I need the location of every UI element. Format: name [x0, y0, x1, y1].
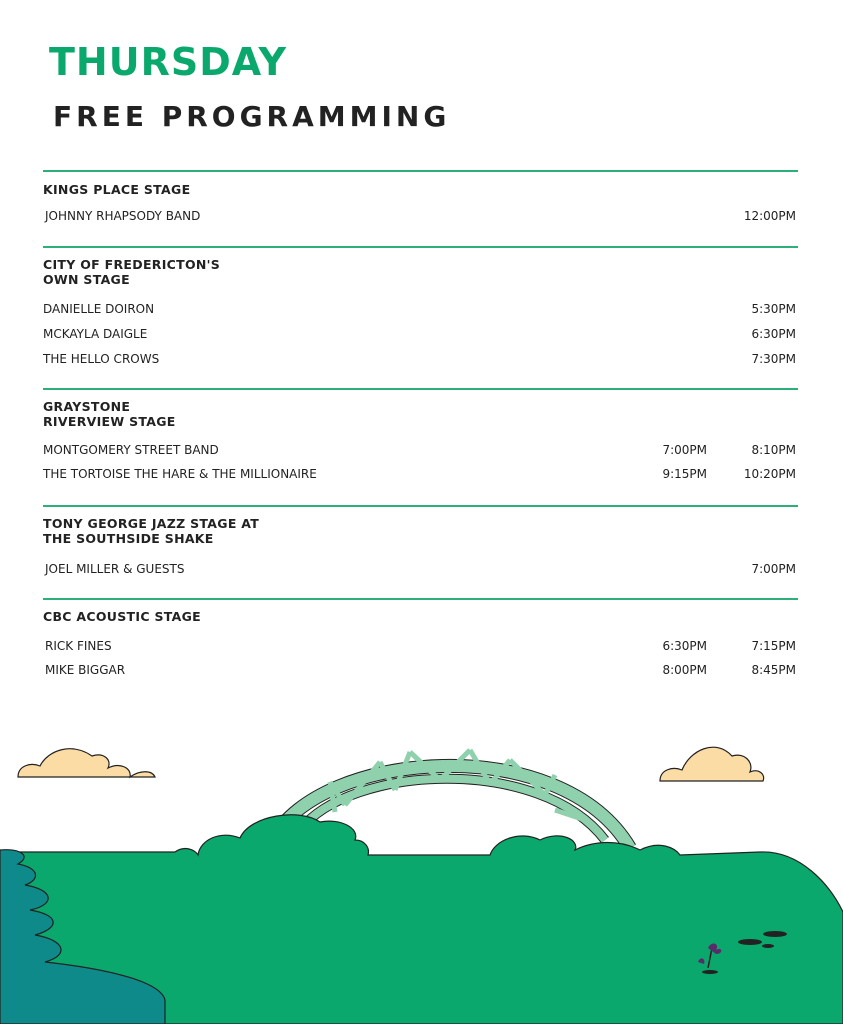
act-end-time: 10:20PM [743, 467, 796, 481]
act-end-time: 8:10PM [751, 443, 796, 457]
act-name: THE TORTOISE THE HARE & THE MILLIONAIRE [43, 467, 317, 481]
ground-hole [763, 931, 787, 937]
section-divider [43, 170, 798, 172]
act-name: JOHNNY RHAPSODY BAND [45, 209, 201, 223]
act-start-time: 6:30PM [662, 639, 707, 653]
act-time: 7:00PM [751, 562, 796, 576]
stage-name: KINGS PLACE STAGE [43, 182, 191, 197]
act-time: 7:30PM [751, 352, 796, 366]
act-name: JOEL MILLER & GUESTS [45, 562, 185, 576]
stage-name: CITY OF FREDERICTON'S OWN STAGE [43, 257, 221, 287]
act-name: MONTGOMERY STREET BAND [43, 443, 219, 457]
page-subtitle: FREE PROGRAMMING [53, 100, 451, 133]
day-title: THURSDAY [49, 40, 288, 84]
stage-name: TONY GEORGE JAZZ STAGE AT THE SOUTHSIDE SHAKE [43, 516, 260, 546]
act-name: MIKE BIGGAR [45, 663, 126, 677]
act-name: THE HELLO CROWS [43, 352, 160, 366]
act-end-time: 7:15PM [751, 639, 796, 653]
cloud-left [18, 749, 155, 777]
act-end-time: 8:45PM [751, 663, 796, 677]
cloud-right [660, 747, 764, 781]
act-name: MCKAYLA DAIGLE [43, 327, 148, 341]
landscape-illustration [0, 700, 843, 1024]
section-divider [43, 388, 798, 390]
ground-hole [738, 939, 762, 945]
section-divider [43, 505, 798, 507]
act-start-time: 9:15PM [662, 467, 707, 481]
act-time: 6:30PM [751, 327, 796, 341]
act-start-time: 8:00PM [662, 663, 707, 677]
ground-hole [762, 944, 774, 948]
act-time: 12:00PM [743, 209, 796, 223]
act-name: DANIELLE DOIRON [43, 302, 155, 316]
section-divider [43, 246, 798, 248]
act-start-time: 7:00PM [662, 443, 707, 457]
stage-name: CBC ACOUSTIC STAGE [43, 609, 201, 624]
act-name: RICK FINES [45, 639, 112, 653]
section-divider [43, 598, 798, 600]
stage-name: GRAYSTONE RIVERVIEW STAGE [43, 399, 176, 429]
act-time: 5:30PM [751, 302, 796, 316]
